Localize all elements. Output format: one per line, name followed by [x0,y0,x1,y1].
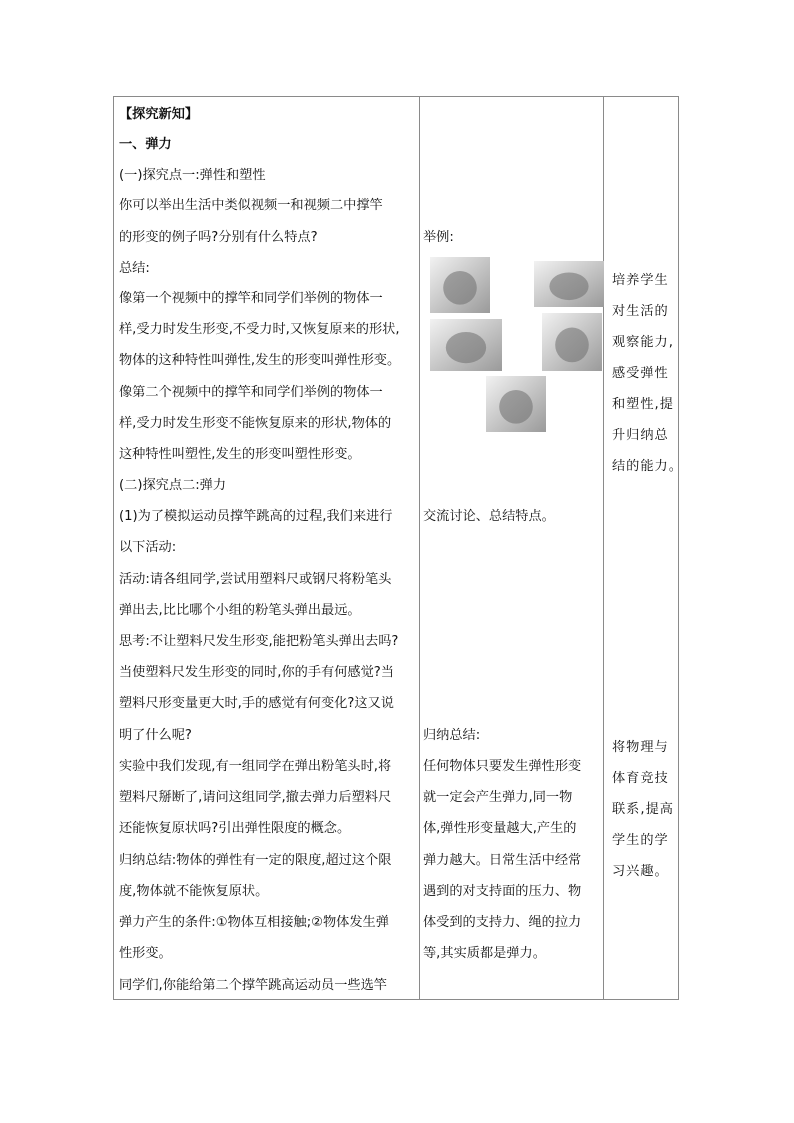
content-line: 一、弹力 [119,137,172,152]
activity-line: 就一定会产生弹力,同一物 [423,790,573,805]
activity-line: 体受到的支持力、绳的拉力 [423,915,582,930]
photo-rubber-band [486,376,546,432]
activity-line: 举例: [423,230,454,245]
intent-line: 升归纳总 [612,428,669,443]
intent-line: 将物理与 [612,740,669,755]
content-line: 同学们,你能给第二个撑竿跳高运动员一些选竿 [119,978,387,993]
content-line: 像第一个视频中的撑竿和同学们举例的物体一 [119,291,383,306]
intent-line: 培养学生 [612,273,669,288]
content-line: 塑料尺形变量更大时,手的感觉有何变化?这又说 [119,696,394,711]
content-line: 你可以举出生活中类似视频一和视频二中撑竿 [119,198,383,213]
photo-balloon [534,261,604,307]
content-line: 像第二个视频中的撑竿和同学们举例的物体一 [119,385,383,400]
content-line: 【探究新知】 [119,107,199,122]
content-line: 明了什么呢? [119,728,192,743]
content-line: 还能恢复原状吗?引出弹性限度的概念。 [119,821,351,836]
column-divider-1 [419,97,420,999]
content-line: 样,受力时发生形变,不受力时,又恢复原来的形状, [119,322,400,337]
intent-line: 和塑性,提 [612,397,674,412]
content-line: 物体的这种特性叫弹性,发生的形变叫弹性形变。 [119,353,401,368]
content-line: (一)探究点一:弹性和塑性 [119,168,266,183]
activity-line: 等,其实质都是弹力。 [423,946,546,961]
content-line: (1)为了模拟运动员撑竿跳高的过程,我们来进行 [119,509,393,524]
intent-line: 结的能力。 [612,459,683,474]
content-line: 当使塑料尺发生形变的同时,你的手有何感觉?当 [119,665,394,680]
content-line: 弹出去,比比哪个小组的粉笔头弹出最远。 [119,603,361,618]
activity-line: 遇到的对支持面的压力、物 [423,884,582,899]
activity-line: 弹力越大。日常生活中经常 [423,853,582,868]
content-line: 样,受力时发生形变不能恢复原来的形状,物体的 [119,416,392,431]
content-line: 归纳总结:物体的弹性有一定的限度,超过这个限 [119,853,392,868]
photo-stretching-person [430,257,490,313]
content-line: 实验中我们发现,有一组同学在弹出粉笔头时,将 [119,759,392,774]
photo-hands-clay [542,313,602,371]
intent-line: 体育竞技 [612,771,669,786]
content-line: 思考:不让塑料尺发生形变,能把粉笔头弹出去吗? [119,634,399,649]
activity-line: 交流讨论、总结特点。 [423,509,555,524]
content-line: 活动:请各组同学,尝试用塑料尺或钢尺将粉笔头 [119,572,392,587]
intent-line: 对生活的 [612,304,669,319]
content-line: 这种特性叫塑性,发生的形变叫塑性形变。 [119,447,361,462]
lesson-table [113,96,683,1000]
content-line: 塑料尺掰断了,请问这组同学,撤去弹力后塑料尺 [119,790,392,805]
intent-line: 学生的学 [612,833,669,848]
content-line: 的形变的例子吗?分别有什么特点? [119,230,318,245]
column-divider-2 [603,97,604,999]
intent-line: 观察能力, [612,335,674,350]
intent-line: 联系,提高 [612,802,674,817]
content-line: 总结: [119,261,150,276]
content-line: (二)探究点二:弹力 [119,478,227,493]
activity-line: 任何物体只要发生弹性形变 [423,759,582,774]
content-line: 弹力产生的条件:①物体互相接触;②物体发生弹 [119,915,389,930]
activity-line: 体,弹性形变量越大,产生的 [423,821,577,836]
content-line: 以下活动: [119,540,177,555]
intent-line: 感受弹性 [612,366,669,381]
activity-line: 归纳总结: [423,728,481,743]
content-line: 度,物体就不能恢复原状。 [119,884,269,899]
photo-bending-ruler [430,319,502,371]
content-line: 性形变。 [119,946,172,961]
intent-line: 习兴趣。 [612,864,669,879]
